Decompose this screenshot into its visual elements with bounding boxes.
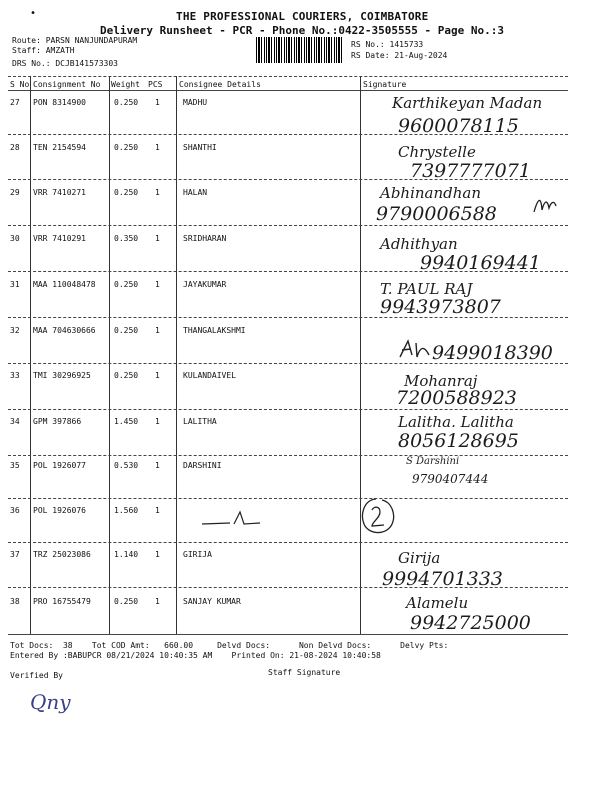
verifier-initials: Qny — [30, 690, 71, 714]
signature — [392, 93, 542, 112]
row-weight: 0.250 — [114, 143, 139, 152]
signature-name: Chrystelle — [398, 143, 476, 161]
row-sno: 36 — [10, 506, 20, 515]
col-header-sno: S No — [10, 80, 30, 89]
signature-phone: 9600078115 — [398, 115, 519, 137]
staff-signature-label: Staff Signature — [268, 668, 341, 677]
col-header-weight: Weight — [111, 80, 140, 89]
signature-phone: 9499018390 — [432, 342, 553, 364]
staff-label: Staff: AMZATH — [12, 46, 75, 55]
row-pcs: 1 — [155, 280, 160, 289]
signature — [398, 142, 476, 161]
row-pcs: 1 — [155, 371, 160, 380]
signature-phone: 9790407444 — [412, 472, 489, 486]
signature-name: Alamelu — [406, 594, 469, 612]
signature-name: Adhithyan — [380, 235, 458, 253]
barcode — [256, 37, 342, 63]
col-divider — [30, 76, 31, 634]
row-consignee: SHANTHI — [183, 143, 217, 152]
row-sno: 34 — [10, 417, 20, 426]
signature-name: T. PAUL RAJ — [380, 280, 473, 298]
row-pcs: 1 — [155, 326, 160, 335]
col-header-pcs: PCS — [148, 80, 163, 89]
row-pcs: 1 — [155, 98, 160, 107]
row-consignee: GIRIJA — [183, 550, 212, 559]
row-weight: 1.140 — [114, 550, 139, 559]
signature-name: Lalitha. Lalitha — [398, 413, 514, 431]
row-consignment: TMI 30296925 — [33, 371, 91, 380]
signature-phone: 7397777071 — [410, 160, 531, 182]
encircled-mark — [358, 496, 398, 538]
drs-number: DRS No.: DCJB141573303 — [12, 59, 118, 68]
row-rule — [8, 498, 568, 499]
row-rule — [8, 271, 568, 272]
signature-phone: 9994701333 — [382, 568, 503, 590]
row-consignee: JAYAKUMAR — [183, 280, 227, 289]
row-sno: 28 — [10, 143, 20, 152]
row-consignment: PRO 16755479 — [33, 597, 91, 606]
row-sno: 32 — [10, 326, 20, 335]
table-top-rule — [8, 76, 568, 77]
rs-date: RS Date: 21-Aug-2024 — [351, 51, 448, 60]
signature-scribble — [398, 337, 432, 361]
row-consignment: MAA 110048478 — [33, 280, 96, 289]
row-weight: 0.250 — [114, 280, 139, 289]
signature — [380, 183, 481, 202]
signature-phone-block — [432, 342, 553, 364]
col-header-signature: Signature — [363, 80, 407, 89]
col-header-consignment: Consignment No — [33, 80, 101, 89]
row-pcs: 1 — [155, 234, 160, 243]
runsheet-title: Delivery Runsheet - PCR - Phone No.:0422-3505555 - Page No.:3 — [100, 24, 504, 37]
signature-phone: 8056128695 — [398, 430, 519, 452]
row-sno: 35 — [10, 461, 20, 470]
row-weight: 0.250 — [114, 371, 139, 380]
totals-line: Tot Docs: 38 Tot COD Amt: 660.00 Delvd Docs: Non Delvd Docs: Delvy Pts: — [10, 641, 449, 650]
row-consignment: TEN 2154594 — [33, 143, 86, 152]
row-sno: 38 — [10, 597, 20, 606]
rs-number: RS No.: 1415733 — [351, 40, 424, 49]
signature-phone-block — [410, 612, 531, 634]
row-pcs: 1 — [155, 143, 160, 152]
signature-phone: 9943973807 — [380, 296, 501, 318]
row-consignment: POL 1926076 — [33, 506, 86, 515]
signature — [398, 412, 514, 431]
row-weight: 1.450 — [114, 417, 139, 426]
row-sno: 31 — [10, 280, 20, 289]
verified-by-label: Verified By — [10, 671, 63, 680]
row-pcs: 1 — [155, 417, 160, 426]
row-sno: 33 — [10, 371, 20, 380]
pen-stroke-mark — [200, 508, 270, 528]
signature — [398, 548, 440, 567]
signature-phone: 9942725000 — [410, 612, 531, 634]
row-weight: 0.530 — [114, 461, 139, 470]
row-consignee: SRIDHARAN — [183, 234, 227, 243]
row-rule — [8, 455, 568, 456]
row-rule — [8, 363, 568, 364]
signature-name: Abhinandhan — [380, 184, 482, 202]
row-rule — [8, 317, 568, 318]
signature-phone: 9790006588 — [376, 203, 497, 225]
signature — [406, 593, 468, 612]
row-sno: 37 — [10, 550, 20, 559]
row-weight: 1.560 — [114, 506, 139, 515]
row-sno: 27 — [10, 98, 20, 107]
row-consignee: HALAN — [183, 188, 208, 197]
row-weight: 0.250 — [114, 188, 139, 197]
table-bottom-rule — [8, 634, 568, 635]
row-consignee: LALITHA — [183, 417, 217, 426]
signature-name: Mohanraj — [404, 372, 478, 390]
signature-phone-block — [396, 387, 517, 409]
row-weight: 0.250 — [114, 98, 139, 107]
row-consignment: TRZ 25023086 — [33, 550, 91, 559]
row-consignment: VRR 7410271 — [33, 188, 86, 197]
row-rule — [8, 179, 568, 180]
entered-by-line: Entered By :BABUPCR 08/21/2024 10:40:35 AM Printed On: 21-08-2024 10:40:58 — [10, 651, 381, 660]
route-label: Route: PARSN NANJUNDAPURAM — [12, 36, 138, 45]
row-consignment: GPM 397866 — [33, 417, 82, 426]
signature-name: S Darshini — [406, 456, 460, 467]
initials-scribble — [532, 194, 558, 216]
signature — [406, 456, 459, 467]
row-pcs: 1 — [155, 597, 160, 606]
bullet-mark: • — [30, 8, 37, 19]
company-name: THE PROFESSIONAL COURIERS, COIMBATORE — [176, 10, 429, 23]
row-rule — [8, 587, 568, 588]
signature-name: Girija — [398, 549, 441, 567]
col-divider — [109, 76, 110, 634]
row-consignee: DARSHINI — [183, 461, 222, 470]
row-consignment: VRR 7410291 — [33, 234, 86, 243]
signature — [380, 234, 458, 253]
row-consignee: KULANDAIVEL — [183, 371, 236, 380]
col-divider — [176, 76, 177, 634]
row-consignee: MADHU — [183, 98, 208, 107]
row-pcs: 1 — [155, 188, 160, 197]
row-rule — [8, 409, 568, 410]
row-weight: 0.350 — [114, 234, 139, 243]
row-sno: 30 — [10, 234, 20, 243]
header-bottom-rule — [8, 90, 568, 91]
row-consignment: PON 8314900 — [33, 98, 86, 107]
row-weight: 0.250 — [114, 326, 139, 335]
col-header-consignee: Consignee Details — [179, 80, 261, 89]
row-consignment: POL 1926077 — [33, 461, 86, 470]
signature-phone-block — [412, 472, 488, 486]
row-pcs: 1 — [155, 461, 160, 470]
signature-phone-block — [376, 203, 497, 225]
signature-phone-block — [380, 296, 501, 318]
signature-phone-block — [398, 430, 519, 452]
row-weight: 0.250 — [114, 597, 139, 606]
row-pcs: 1 — [155, 506, 160, 515]
row-rule — [8, 134, 568, 135]
signature-phone: 9940169441 — [420, 252, 541, 274]
col-divider — [360, 76, 361, 634]
row-consignment: MAA 704630666 — [33, 326, 96, 335]
row-sno: 29 — [10, 188, 20, 197]
row-rule — [8, 225, 568, 226]
signature-name: Karthikeyan Madan — [392, 94, 543, 112]
row-consignee: THANGALAKSHMI — [183, 326, 246, 335]
row-rule — [8, 542, 568, 543]
row-consignee: SANJAY KUMAR — [183, 597, 241, 606]
row-pcs: 1 — [155, 550, 160, 559]
signature-phone: 7200588923 — [396, 387, 517, 409]
